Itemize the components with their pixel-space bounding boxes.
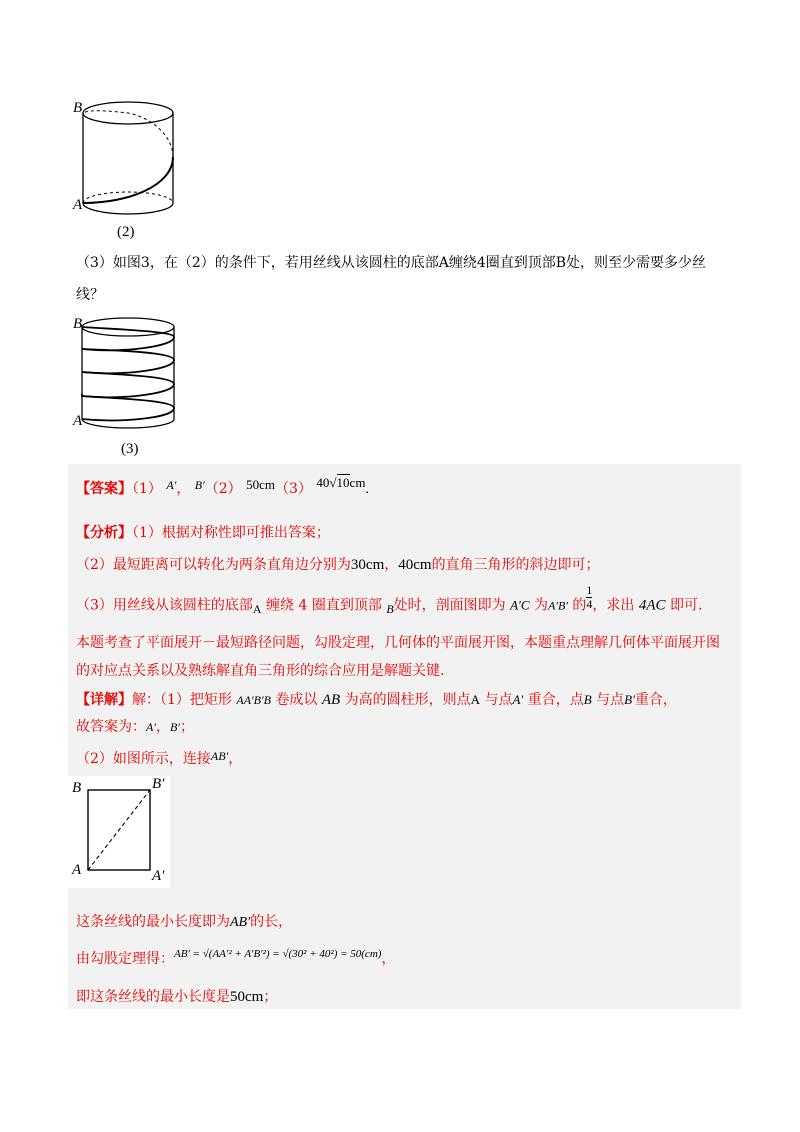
rect-figure-panel — [68, 776, 170, 888]
cylinder-helix-1-turn-diagram — [70, 95, 190, 245]
analysis-40cm: 40cm — [398, 557, 432, 573]
fig2-label-b: B — [73, 100, 83, 116]
detail-l1-text-g: 重合， — [634, 692, 677, 708]
figure-3 — [70, 310, 190, 440]
analysis-l3-text-e: 的 — [572, 597, 587, 614]
pythagorean-formula: AB′ = √(AA′² + A′B′²) = √(30² + 40²) = 50(cm) — [174, 948, 382, 960]
analysis-tag: 【分析】 — [76, 525, 132, 541]
detail-l1-text-b: 卷成以 — [275, 692, 318, 708]
analysis-l2-text-a: （2）最短距离可以转化为两条直角边分别为 — [76, 557, 351, 573]
detail-l1-text-c: 为高的圆柱形，则点 — [344, 692, 471, 708]
detail-l1-text-a: 解：（1）把矩形 — [132, 692, 232, 708]
question3-line1: （3）如图3，在（2）的条件下，若用丝线从该圆柱的底部A缠绕4圈直到顶部B处，则至少需要多少丝 — [76, 255, 707, 271]
detail-l1-text-f: 与点 — [596, 692, 625, 708]
figure-2 — [70, 95, 190, 245]
rect-label-b-prime: B′ — [152, 776, 165, 792]
rect-label-b: B — [72, 780, 82, 796]
detail-l2-sep: ， — [155, 719, 170, 735]
fig2-label-a: A — [73, 197, 83, 213]
analysis-line2 — [76, 554, 600, 574]
detail-l1-text-e: 重合，点 — [527, 692, 584, 708]
after-l3-text-b: ； — [263, 989, 278, 1005]
answer-b-prime: B′ — [194, 478, 205, 492]
analysis-l3-text-f: ，求出 — [592, 597, 635, 614]
answer-unit: cm — [349, 475, 366, 490]
detail-l1-text-d: 与点 — [484, 692, 513, 708]
detail-ab-prime: AB′ — [210, 749, 229, 763]
detail-line3 — [76, 748, 242, 768]
fig2-caption: (2) — [117, 224, 135, 240]
analysis-l3-text-d: 为 — [534, 597, 549, 614]
detail-l2-text-a: 故答案为： — [76, 719, 146, 735]
answer-end: . — [365, 482, 369, 497]
answer-radicand: 10 — [336, 475, 350, 490]
answer-tag: 【答案】 — [76, 481, 132, 497]
after-line2 — [76, 948, 395, 968]
fig3-label-b: B — [73, 316, 83, 332]
answer-part3-label: （3） — [275, 481, 312, 497]
question3-line2: 线？ — [76, 287, 104, 303]
after-l2-text-b: ， — [381, 951, 396, 967]
analysis-l3-text-c: 处时，剖面图即为 — [393, 597, 506, 614]
detail-line2 — [76, 716, 194, 736]
analysis-30cm: 30cm — [350, 557, 385, 573]
detail-l2-a-prime: A′ — [146, 720, 156, 734]
analysis-a-prime-b-prime: A′B′ — [548, 598, 568, 613]
analysis-l3-text-a: （3）用丝线从该圆柱的底部 — [76, 597, 253, 614]
fraction-denominator: 4 — [586, 597, 593, 611]
analysis-l3-text-g: 即可. — [669, 597, 703, 614]
after-l2-text-a: 由勾股定理得： — [76, 951, 174, 967]
fraction-numerator: 1 — [586, 583, 593, 597]
detail-point-a-prime: A′ — [512, 692, 524, 707]
detail-point-a: A — [470, 692, 481, 707]
analysis-l2-text-b: 的直角三角形的斜边即可； — [431, 557, 600, 573]
after-line3 — [76, 986, 277, 1006]
answer-part2-label: （2） — [204, 481, 242, 497]
rect-label-a-prime: A′ — [152, 868, 165, 884]
analysis-l1-text: （1）根据对称性即可推出答案； — [132, 525, 330, 541]
after-l1-text-a: 这条丝线的最小长度即为 — [76, 914, 230, 930]
analysis-line1 — [76, 522, 330, 542]
analysis-line4: 本题考查了平面展开－最短路径问题，勾股定理，几何体的平面展开图，本题重点理解几何体平面展开图 — [76, 635, 720, 651]
answer-coef: 40 — [316, 475, 330, 490]
answer-a-prime: A′ — [166, 478, 177, 492]
answer-line — [76, 475, 369, 498]
after-50cm: 50cm — [230, 989, 264, 1005]
sqrt-icon: √ — [329, 475, 337, 490]
analysis-point-b: B — [386, 601, 394, 616]
after-ab-prime: AB′ — [230, 915, 251, 930]
answer-part1-label: （1） — [132, 481, 162, 497]
detail-l3-text-b: ， — [228, 751, 243, 767]
analysis-l2-sep: ， — [384, 557, 399, 573]
analysis-l3-text-b: 缠绕 4 圈直到顶部 — [266, 597, 382, 614]
detail-l3-text-a: （2）如图所示，连接 — [76, 751, 211, 767]
analysis-line3 — [76, 583, 703, 619]
analysis-a-prime-c: A′C — [510, 597, 530, 613]
detail-rect-aabb: AA′B′B — [236, 693, 271, 707]
detail-tag: 【详解】 — [76, 692, 132, 708]
analysis-4ac: 4AC — [638, 597, 666, 614]
after-l3-text-a: 即这条丝线的最小长度是 — [76, 989, 230, 1005]
after-line1 — [76, 911, 292, 931]
fig3-label-a: A — [73, 413, 83, 429]
detail-point-b-prime: B′ — [624, 692, 635, 707]
after-l1-text-b: 的长， — [250, 914, 293, 930]
analysis-line5: 的对应点关系以及熟练解直角三角形的综合应用是解题关键. — [76, 663, 445, 679]
fraction-one-quarter — [586, 584, 592, 611]
detail-point-b: B — [583, 692, 592, 707]
answer-50cm: 50cm — [246, 477, 276, 492]
answer-separator: ， — [176, 481, 191, 497]
detail-l2-b-prime: B′ — [169, 720, 180, 734]
rect-label-a: A — [72, 862, 82, 878]
fig3-caption: (3) — [121, 441, 139, 457]
analysis-point-a: A — [252, 601, 262, 616]
detail-l2-text-b: ； — [179, 719, 194, 735]
answer-40-root-10cm — [316, 475, 365, 490]
cylinder-helix-4-turns-diagram — [70, 310, 190, 440]
detail-ab: AB — [321, 692, 341, 708]
detail-line1 — [76, 689, 677, 709]
